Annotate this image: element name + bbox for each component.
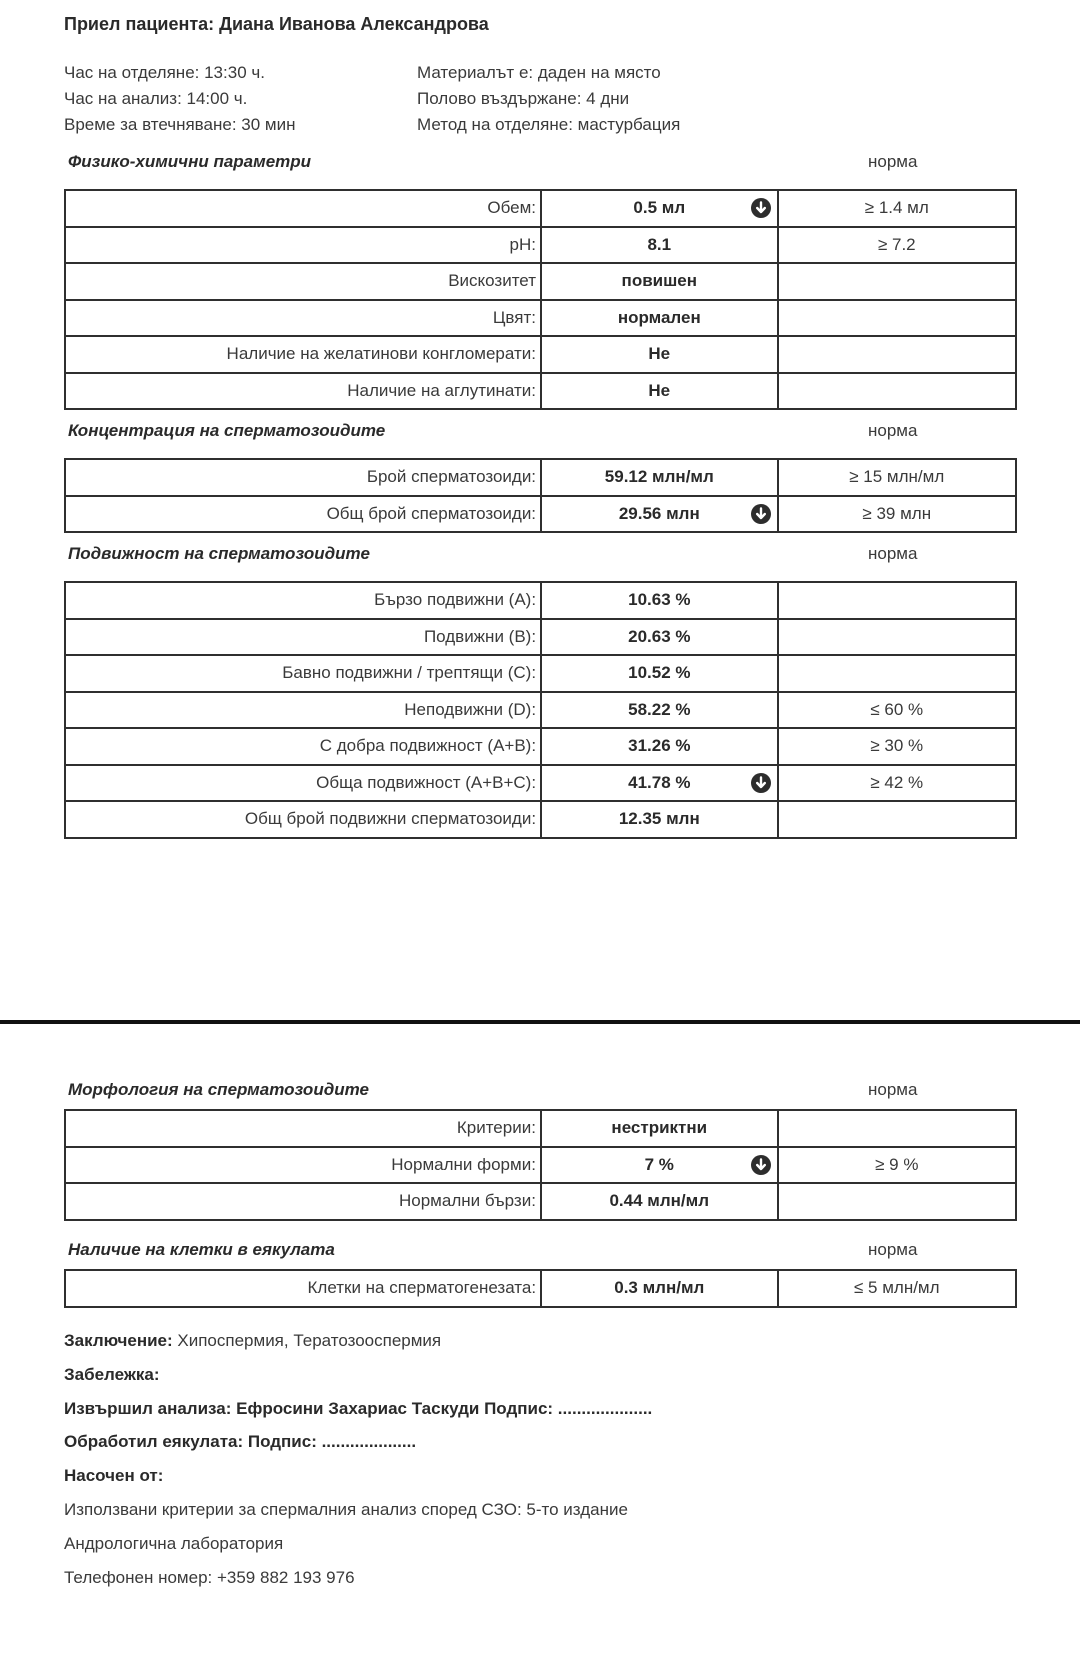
section-title-physchem: Физико-химични параметри (68, 152, 312, 171)
param-value (541, 692, 777, 729)
physchem-table (64, 189, 1017, 410)
param-value-text: 59.12 млн/мл (604, 467, 714, 487)
param-norm: ≥ 39 млн (778, 496, 1016, 533)
collection-method: Метод на отделяне: мастурбация (417, 115, 681, 134)
sample-meta-left (64, 60, 295, 138)
conclusion-value: Хипоспермия, Тератозооспермия (177, 1331, 442, 1350)
param-norm: ≥ 7.2 (778, 227, 1016, 264)
param-value-text: 0.3 млн/мл (614, 1278, 705, 1298)
table-row (65, 692, 1016, 729)
collection-time: Час на отделяне: 13:30 ч. (64, 63, 265, 82)
param-value-text: 10.52 % (628, 663, 691, 683)
table-row (65, 619, 1016, 656)
param-value-text: 8.1 (647, 234, 672, 254)
conclusion-line (64, 1331, 441, 1351)
patient-title: Приел пациента: Диана Иванова Александрова (64, 14, 489, 34)
param-label: Нормални бързи: (65, 1183, 541, 1220)
param-value (541, 1147, 778, 1184)
param-label: С добра подвижност (A+B): (65, 728, 541, 765)
param-value (541, 336, 778, 373)
param-norm: ≤ 60 % (778, 692, 1016, 729)
arrow-down-circle-icon (751, 504, 771, 524)
table-row (65, 1183, 1016, 1220)
param-norm (778, 263, 1016, 300)
param-value-text: 7 % (644, 1154, 674, 1174)
param-norm (778, 1183, 1016, 1220)
conclusion-label: Заключение: (64, 1331, 173, 1350)
cells-table (64, 1269, 1017, 1308)
param-norm: ≤ 5 млн/мл (778, 1270, 1016, 1307)
param-value-text: 10.63 % (628, 590, 691, 610)
param-label: Подвижни (B): (65, 619, 541, 656)
section-title-motility: Подвижност на сперматозоидите (68, 544, 370, 563)
param-norm (778, 1110, 1016, 1147)
param-norm: ≥ 1.4 мл (778, 190, 1016, 227)
param-label: Вискозитет (65, 263, 541, 300)
param-value (541, 459, 777, 496)
param-value (541, 582, 777, 619)
norm-header: норма (868, 1080, 918, 1099)
param-norm: ≥ 30 % (778, 728, 1016, 765)
table-row (65, 300, 1016, 337)
param-label: pH: (65, 227, 541, 264)
material-source: Материалът е: даден на място (417, 63, 661, 82)
param-value (541, 190, 778, 227)
table-row (65, 459, 1016, 496)
param-norm: ≥ 9 % (778, 1147, 1016, 1184)
concentration-table (64, 458, 1017, 533)
param-norm (778, 300, 1016, 337)
param-norm: ≥ 15 млн/мл (778, 459, 1016, 496)
param-label: Брой сперматозоиди: (65, 459, 541, 496)
table-row (65, 496, 1016, 533)
param-value (541, 728, 777, 765)
param-value (541, 1110, 778, 1147)
param-value-text: 31.26 % (628, 736, 691, 756)
processed-by: Обработил еякулата: Подпис: .................... (64, 1432, 417, 1451)
processed-by-line (64, 1432, 416, 1452)
param-label: Клетки на сперматогенезата: (65, 1270, 541, 1307)
param-value (541, 496, 777, 533)
param-value (541, 227, 778, 264)
arrow-down-circle-icon (751, 1155, 771, 1175)
phone-number: Телефонен номер: +359 882 193 976 (64, 1568, 355, 1587)
param-value-text: 20.63 % (628, 626, 691, 646)
table-row (65, 373, 1016, 410)
param-label: Общ брой сперматозоиди: (65, 496, 541, 533)
norm-header: норма (868, 1240, 918, 1259)
norm-header: норма (868, 544, 918, 563)
norm-header: норма (868, 421, 918, 440)
abstinence-days: Полово въздържане: 4 дни (417, 89, 630, 108)
referred-by: Насочен от: (64, 1466, 164, 1485)
param-label: Обем: (65, 190, 541, 227)
table-row (65, 1110, 1016, 1147)
param-value-text: нормален (617, 307, 701, 327)
param-value-text: 0.44 млн/мл (609, 1191, 710, 1211)
section-title-concentration: Концентрация на сперматозоидите (68, 421, 386, 440)
param-label: Бавно подвижни / трептящи (C): (65, 655, 541, 692)
page-break-divider (0, 1020, 1080, 1024)
param-value (541, 655, 777, 692)
param-value (541, 619, 777, 656)
table-row (65, 765, 1016, 802)
param-value-text: повишен (621, 271, 697, 291)
table-row (65, 336, 1016, 373)
table-row (65, 655, 1016, 692)
param-label: Обща подвижност (A+B+C): (65, 765, 541, 802)
param-label: Наличие на желатинови конгломерати: (65, 336, 541, 373)
param-label: Общ брой подвижни сперматозоиди: (65, 801, 541, 838)
table-row (65, 190, 1016, 227)
param-norm (778, 619, 1016, 656)
param-value (541, 1270, 777, 1307)
param-norm (778, 373, 1016, 410)
table-row (65, 1270, 1016, 1307)
param-value (541, 373, 778, 410)
performed-by-line (64, 1399, 652, 1419)
param-norm (778, 582, 1016, 619)
note-label: Забележка: (64, 1365, 160, 1384)
analysis-time: Час на анализ: 14:00 ч. (64, 89, 248, 108)
norm-header: норма (868, 152, 918, 171)
liquefaction-time: Време за втечняване: 30 мин (64, 115, 296, 134)
motility-table (64, 581, 1017, 839)
lab-name: Андрологична лаборатория (64, 1534, 284, 1553)
table-row (65, 227, 1016, 264)
table-row (65, 582, 1016, 619)
sample-meta-right (417, 60, 680, 138)
param-label: Критерии: (65, 1110, 541, 1147)
table-row (65, 801, 1016, 838)
param-value (541, 263, 778, 300)
param-value-text: 12.35 млн (618, 809, 700, 829)
param-label: Нормални форми: (65, 1147, 541, 1184)
param-value (541, 765, 777, 802)
morphology-table (64, 1109, 1017, 1221)
param-label: Бързо подвижни (A): (65, 582, 541, 619)
param-label: Неподвижни (D): (65, 692, 541, 729)
param-value-text: Не (648, 380, 671, 400)
param-value-text: 58.22 % (628, 699, 691, 719)
arrow-down-circle-icon (751, 773, 771, 793)
param-value (541, 300, 778, 337)
param-label: Наличие на аглутинати: (65, 373, 541, 410)
param-value-text: 29.56 млн (618, 503, 700, 523)
section-title-cells: Наличие на клетки в еякулата (68, 1240, 335, 1259)
param-norm (778, 336, 1016, 373)
param-value (541, 801, 777, 838)
param-value-text: 41.78 % (628, 772, 691, 792)
performed-by: Извършил анализа: Ефросини Захариас Таскуди Подпис: .................... (64, 1399, 653, 1418)
param-value-text: Не (648, 344, 671, 364)
param-norm: ≥ 42 % (778, 765, 1016, 802)
criteria-line: Използвани критерии за спермалния анализ според СЗО: 5-то издание (64, 1500, 628, 1519)
param-label: Цвят: (65, 300, 541, 337)
note-line (64, 1365, 160, 1385)
arrow-down-circle-icon (751, 198, 771, 218)
section-title-morphology: Морфология на сперматозоидите (68, 1080, 369, 1099)
param-norm (778, 655, 1016, 692)
table-row (65, 728, 1016, 765)
param-norm (778, 801, 1016, 838)
param-value-text: 0.5 мл (633, 198, 686, 218)
referred-by-line (64, 1466, 163, 1486)
table-row (65, 1147, 1016, 1184)
table-row (65, 263, 1016, 300)
param-value-text: нестриктни (611, 1118, 708, 1138)
param-value (541, 1183, 778, 1220)
